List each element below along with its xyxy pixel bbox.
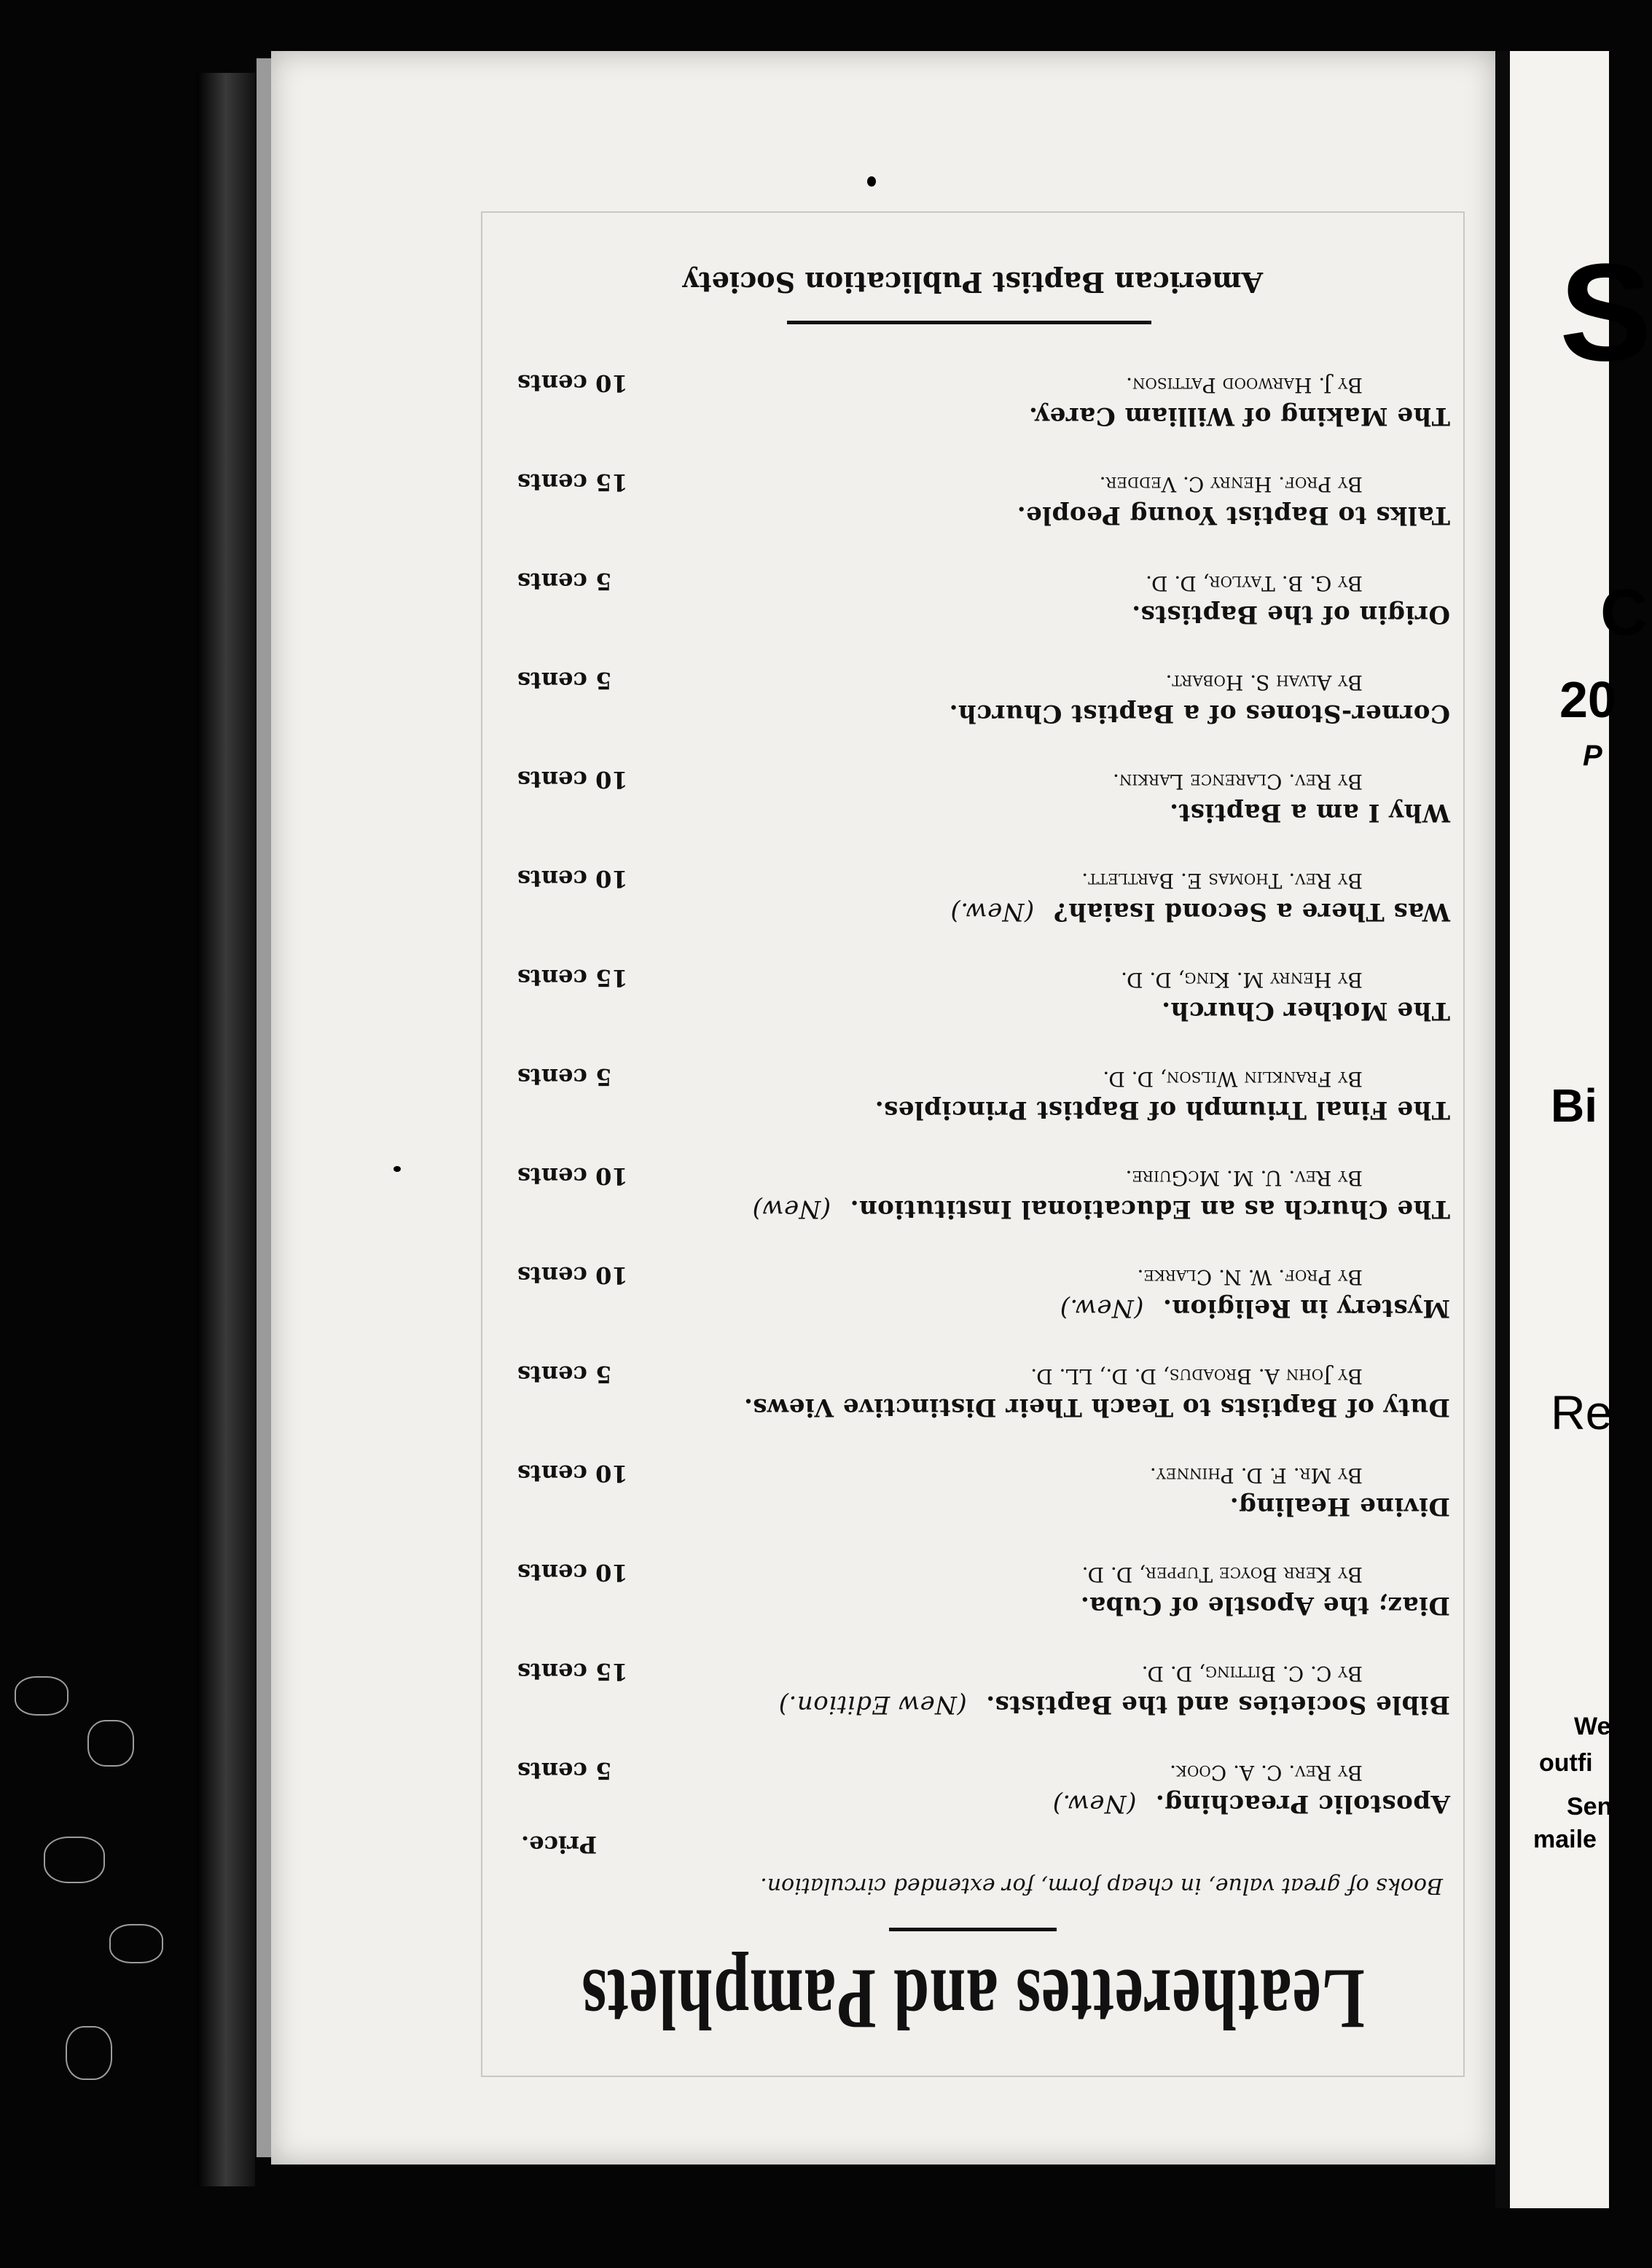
entry-price: 10 cents [517,1559,628,1587]
entry-note: (New Edition.) [778,1690,967,1719]
entry-title-text: The Final Triumph of Baptist Principles. [874,1095,1450,1125]
entry-author: By Rev. U. M. McGuire. [1125,1166,1363,1190]
entry-title-text: Apostolic Preaching. [1155,1789,1450,1818]
entry-note: (New.) [1060,1294,1144,1323]
paper-stain [66,2026,112,2080]
entry-author: By G. B. Taylor, D. D. [1146,571,1363,595]
entry-byline [503,1260,1450,1289]
entry-price: 15 cents [517,469,628,496]
entry-price: 10 cents [517,1262,628,1289]
entry-price: 5 cents [517,1063,612,1091]
entry-note: (New) [752,1194,831,1224]
entry-byline [503,765,1450,794]
entry-title-text: Origin of the Baptists. [1131,600,1450,629]
entry-byline [503,1557,1450,1587]
entry-author: By Prof. Henry C. Vedder. [1099,472,1363,496]
entry-title-text: Why I am a Baptist. [1169,798,1450,827]
ink-speck [867,176,876,187]
publisher-name: American Baptist Publication Society [682,266,1264,299]
entry-author: By Alvah S. Hobart. [1165,670,1363,695]
entry-title [503,402,1450,431]
entry-price: 5 cents [517,667,612,695]
entry-price: 10 cents [517,766,628,794]
adjacent-fragment: outfi [1539,1749,1593,1777]
adjacent-fragment: C [1600,576,1648,649]
entry-title [503,798,1450,827]
entry-author: By Rev. Thomas E. Bartlett. [1081,869,1363,893]
entry-title [503,1690,1450,1719]
entry-byline [503,1657,1450,1686]
book-entry [503,864,1450,926]
entry-author: By Rev. C. A. Cook. [1170,1761,1363,1785]
entry-byline [503,1458,1450,1487]
footer-rule [787,321,1151,324]
entry-title-text: Was There a Second Isaiah? [1053,897,1450,926]
entry-author: By Franklin Wilson, D. D. [1103,1067,1363,1091]
entry-byline [503,1161,1450,1190]
printed-page-content [481,211,1465,2077]
entry-author: By Rev. Clarence Larkin. [1112,770,1363,794]
book-entry [503,566,1450,629]
entry-title [503,1492,1450,1521]
entry-title-text: The Making of William Carey. [1028,402,1450,431]
book-entry [503,1161,1450,1224]
book-entry [503,1458,1450,1521]
adjacent-fragment: Re [1551,1385,1613,1439]
entry-byline [503,1062,1450,1091]
entry-author: By John A. Broadus, D. D., LL. D. [1030,1364,1363,1388]
entry-title [503,897,1450,926]
adjacent-fragment: P [1583,740,1602,772]
entry-author: By Prof. W. N. Clarke. [1137,1265,1363,1289]
entry-title [503,1194,1450,1224]
book-entry [503,1359,1450,1422]
entry-title [503,699,1450,728]
entry-title [503,1294,1450,1323]
entry-author: By C. C. Bitting, D. D. [1141,1662,1363,1686]
entry-title-text: Divine Healing. [1229,1492,1450,1521]
entry-title-text: Duty of Baptists to Teach Their Distinctive Views. [743,1393,1450,1422]
adjacent-fragment: 20 [1559,671,1616,728]
entry-title [503,1095,1450,1125]
entry-price: 5 cents [517,568,612,595]
entry-byline [503,963,1450,992]
book-entry [503,765,1450,827]
entry-byline [503,368,1450,397]
entry-price: 10 cents [517,1460,628,1487]
entry-title-text: Diaz; the Apostle of Cuba. [1080,1591,1450,1620]
paper-stain [87,1720,134,1767]
entry-price: 5 cents [517,1757,612,1785]
entry-title-text: Mystery in Religion. [1162,1294,1450,1323]
intro-text: Books of great value, in cheap form, for extended circulation. [760,1873,1443,1899]
entry-byline [503,1756,1450,1785]
page-title: Leatherettes and Pamphlets [581,1950,1365,2046]
adjacent-fragment: We [1574,1713,1611,1740]
paper-stain [109,1924,163,1963]
entry-title [503,1591,1450,1620]
entry-price: 10 cents [517,369,628,397]
entry-title-text: The Church as an Educational Institution. [850,1194,1450,1224]
adjacent-fragment: Bi [1551,1079,1597,1132]
ink-speck [394,1166,401,1172]
book-entry [503,467,1450,530]
book-entry [503,1260,1450,1323]
entry-title-text: Talks to Baptist Young People. [1017,501,1450,530]
book-entry [503,1062,1450,1125]
book-entry [503,1557,1450,1620]
paper-stain [15,1676,68,1716]
entry-author: By Henry M. King, D. D. [1121,968,1363,992]
entry-title-text: The Mother Church. [1161,996,1450,1025]
adjacent-fragment: maile [1533,1826,1597,1853]
adjacent-fragment: Sen [1567,1793,1613,1821]
paper-stain [44,1837,105,1883]
entry-author: By Mr. F. D. Phinney. [1149,1463,1363,1487]
entry-price: 15 cents [517,1658,628,1686]
entry-title [503,996,1450,1025]
entry-byline [503,665,1450,695]
entry-byline [503,1359,1450,1388]
entry-author: By Kerr Boyce Tupper, D. D. [1081,1563,1363,1587]
entry-title [503,1393,1450,1422]
entry-byline [503,566,1450,595]
entry-price: 10 cents [517,865,628,893]
entry-price: 15 cents [517,964,628,992]
book-entry [503,368,1450,431]
adjacent-fragment: S [1559,235,1652,390]
entry-price: 5 cents [517,1361,612,1388]
entry-note: (New.) [950,897,1035,926]
entry-note: (New.) [1052,1789,1137,1818]
price-heading: Price. [521,1831,598,1858]
book-entry [503,1756,1450,1818]
entry-title-text: Bible Societies and the Baptists. [985,1690,1450,1719]
entry-price: 10 cents [517,1162,628,1190]
entry-title [503,501,1450,530]
entry-title-text: Corner-Stones of a Baptist Church. [949,699,1450,728]
entry-byline [503,864,1450,893]
book-entry [503,963,1450,1025]
book-entry [503,665,1450,728]
gutter [1495,51,1510,2208]
entry-title [503,1789,1450,1818]
entry-author: By J. Harwood Pattison. [1126,373,1363,397]
entry-title [503,600,1450,629]
book-entry [503,1657,1450,1719]
entry-byline [503,467,1450,496]
title-rule [889,1928,1057,1931]
book-spine-shadow [197,73,255,2186]
